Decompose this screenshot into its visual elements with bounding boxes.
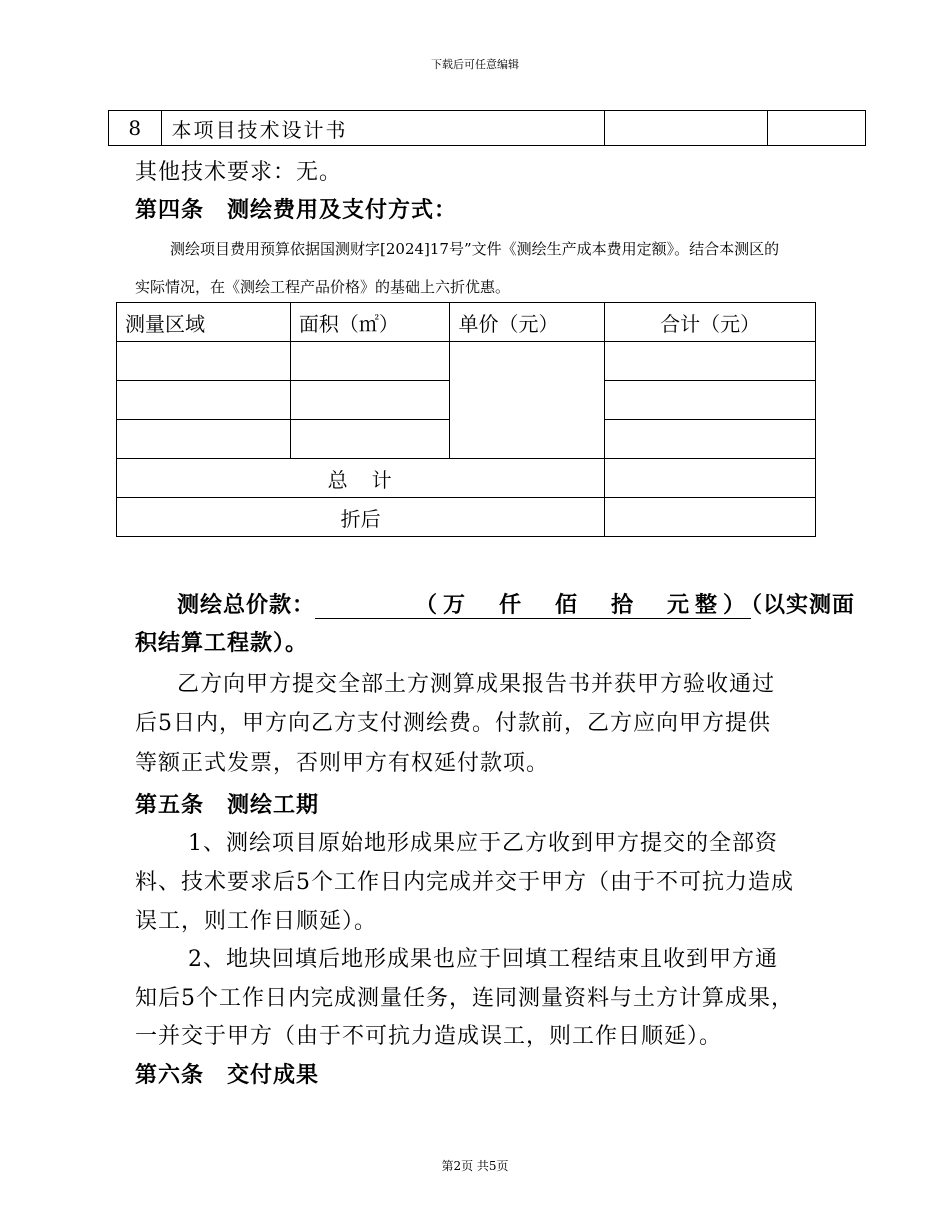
payment-line2: 后5日内，甲方向乙方支付测绘费。付款前，乙方应向甲方提供 bbox=[135, 711, 771, 736]
total-value bbox=[605, 459, 816, 498]
price-blank bbox=[315, 596, 415, 619]
empty-cell bbox=[117, 342, 291, 381]
schedule-p2-line3: 一并交于甲方（由于不可抗力造成误工，则工作日顺延）。 bbox=[135, 1024, 723, 1049]
payment-line3: 等额正式发票，否则甲方有权延付款项。 bbox=[135, 751, 550, 776]
header-subtotal: 合计（元） bbox=[605, 303, 816, 342]
discount-label: 折后 bbox=[117, 498, 605, 537]
schedule-p2-line2: 知后5个工作日内完成测量任务，连同测量资料与土方计算成果， bbox=[135, 986, 794, 1011]
price-units: （万 仟 佰 拾 元整） bbox=[415, 592, 752, 618]
fee-basis-line2: 实际情况，在《测绘工程产品价格》的基础上六折优惠。 bbox=[135, 278, 511, 296]
schedule-p2-line1: 2、地块回填后地形成果也应于回填工程结束且收到甲方通 bbox=[188, 947, 778, 972]
article6-title: 第六条 交付成果 bbox=[135, 1062, 320, 1088]
schedule-p1-line3: 误工，则工作日顺延）。 bbox=[135, 909, 378, 934]
total-price-label: 测绘总价款： bbox=[177, 592, 316, 618]
discount-row bbox=[117, 498, 816, 537]
fee-table bbox=[116, 302, 816, 537]
fee-basis-line1: 测绘项目费用预算依据国测财字[2024]17号”文件《测绘生产成本费用定额》。结合本测区的 bbox=[170, 240, 780, 258]
empty-cell bbox=[605, 342, 816, 381]
table-row bbox=[109, 111, 866, 146]
schedule-p1-line2: 料、技术要求后5个工作日内完成并交于甲方（由于不可抗力造成 bbox=[135, 870, 794, 895]
deliverables-table bbox=[108, 110, 866, 146]
article4-title: 第四条 测绘费用及支付方式： bbox=[135, 197, 458, 223]
empty-cell bbox=[117, 381, 291, 420]
empty-cell bbox=[605, 420, 816, 459]
page-header: 下载后可任意编辑 bbox=[431, 58, 519, 71]
price-note-line2: 积结算工程款）。 bbox=[135, 630, 309, 656]
empty-cell bbox=[117, 420, 291, 459]
other-requirements: 其他技术要求：无。 bbox=[135, 160, 343, 185]
row-number: 8 bbox=[109, 111, 162, 146]
table-header-row bbox=[117, 303, 816, 342]
row-label: 本项目技术设计书 bbox=[161, 111, 605, 146]
total-row bbox=[117, 459, 816, 498]
schedule-p1-line1: 1、测绘项目原始地形成果应于乙方收到甲方提交的全部资 bbox=[188, 831, 778, 856]
table-row bbox=[117, 342, 816, 381]
unit-price-cell bbox=[450, 342, 605, 459]
price-note: （以实测面 bbox=[751, 592, 856, 618]
article5-title: 第五条 测绘工期 bbox=[135, 792, 320, 818]
empty-cell bbox=[605, 381, 816, 420]
header-area: 测量区域 bbox=[117, 303, 291, 342]
header-size: 面积（㎡） bbox=[290, 303, 450, 342]
total-label: 总 计 bbox=[117, 459, 605, 498]
header-unit-price: 单价（元） bbox=[450, 303, 605, 342]
empty-cell bbox=[290, 420, 450, 459]
empty-cell bbox=[605, 111, 768, 146]
payment-line1: 乙方向甲方提交全部土方测算成果报告书并获甲方验收通过 bbox=[177, 672, 776, 697]
empty-cell bbox=[290, 342, 450, 381]
empty-cell bbox=[290, 381, 450, 420]
discount-value bbox=[605, 498, 816, 537]
page-footer: 第2页 共5页 bbox=[441, 1159, 509, 1173]
empty-cell bbox=[768, 111, 866, 146]
total-price-line bbox=[177, 588, 855, 619]
